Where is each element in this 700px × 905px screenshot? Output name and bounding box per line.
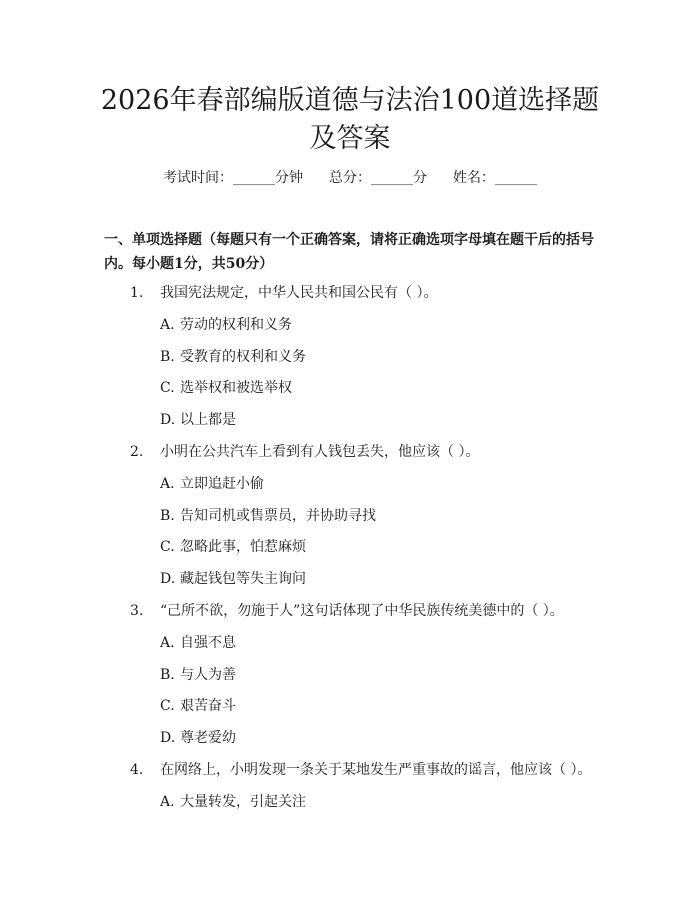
- option-letter: C.: [160, 698, 175, 714]
- option-letter: D.: [160, 571, 176, 587]
- exam-time-field: 考试时间：______分钟: [163, 170, 303, 186]
- option-text: 忽略此事，怕惹麻烦: [180, 539, 306, 555]
- option-letter: A.: [160, 635, 175, 651]
- question-text: 我国宪法规定，中华人民共和国公民有（ ）。: [160, 285, 438, 301]
- option-text: 选举权和被选举权: [180, 380, 292, 396]
- option-letter: B.: [160, 349, 175, 365]
- option-text: 劳动的权利和义务: [180, 317, 292, 333]
- question-number: 1.: [130, 285, 144, 301]
- student-name-field: 姓名：______: [453, 170, 537, 186]
- question-text: “己所不欲，勿施于人”这句话体现了中华民族传统美德中的（ ）。: [160, 603, 564, 619]
- option-text: 自强不息: [180, 635, 236, 651]
- question-text: 在网络上，小明发现一条关于某地发生严重事故的谣言，他应该（ ）。: [160, 762, 592, 778]
- question-text: 小明在公共汽车上看到有人钱包丢失，他应该（ ）。: [160, 444, 480, 460]
- option-text: 受教育的权利和义务: [180, 349, 306, 365]
- option-text: 大量转发，引起关注: [180, 794, 306, 810]
- document-title: 2026年春部编版道德与法治100道选择题及答案: [100, 85, 600, 154]
- exam-meta: [0, 168, 700, 188]
- option-text: 以上都是: [180, 412, 236, 428]
- option-text: 告知司机或售票员，并协助寻找: [180, 508, 376, 524]
- option-letter: A.: [160, 317, 175, 333]
- option-letter: D.: [160, 412, 176, 428]
- question-number: 2.: [130, 444, 144, 460]
- section-heading: 一、单项选择题（每题只有一个正确答案，请将正确选项字母填在题干后的括号内。每小题1分，共50分）: [104, 232, 594, 272]
- option-letter: D.: [160, 730, 176, 746]
- option-letter: B.: [160, 508, 175, 524]
- option-text: 藏起钱包等失主询问: [180, 571, 306, 587]
- option-letter: C.: [160, 380, 175, 396]
- option-text: 立即追赶小偷: [180, 476, 264, 492]
- option-letter: A.: [160, 794, 175, 810]
- option-letter: C.: [160, 539, 175, 555]
- option-text: 与人为善: [180, 667, 236, 683]
- question-number: 3.: [130, 603, 144, 619]
- option-letter: A.: [160, 476, 175, 492]
- total-score-field: 总分：______分: [329, 170, 427, 186]
- option-letter: B.: [160, 667, 175, 683]
- option-text: 尊老爱幼: [180, 730, 236, 746]
- option-text: 艰苦奋斗: [180, 698, 236, 714]
- question-number: 4.: [130, 762, 144, 778]
